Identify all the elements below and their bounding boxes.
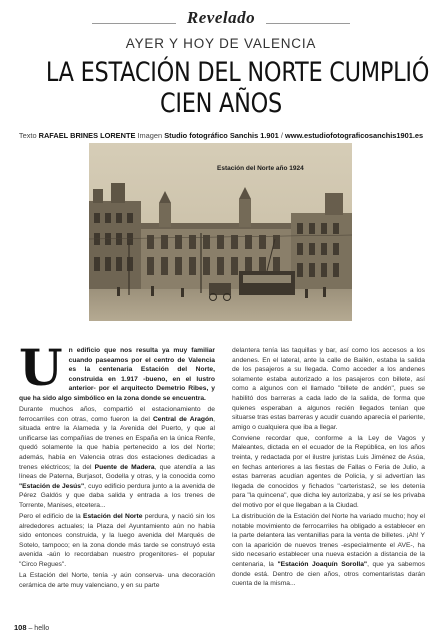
p3-text-a: Pero el edificio de la [19, 513, 81, 521]
p2-text-g: , cuyo edificio perdura junto a la avenida de Pérez Galdós y que daba salida y entrada a los trenes de Torrente, Manises, etcetera... [19, 482, 215, 509]
drop-cap: U [19, 338, 63, 397]
p2-text-a: Durante muchos años, compartió el estacionamiento de ferrocarriles con otras, como fueron la del [19, 406, 215, 423]
photo-caption: Estación del Norte año 1924 [217, 165, 304, 172]
p7-text-c: , que ya sabemos donde está. Dentro de cien años, otros comentaristas darán cuenta de la misma... [232, 561, 425, 588]
p7-highlight-sorolla: "Estación Joaquín Sorolla" [277, 561, 368, 569]
section-title: Revelado [186, 8, 256, 27]
p2-text-c: , situada entre la Alameda y la Avenida del Puerto, y que al unificarse las compañías de trenes en España en la única Renfe, quedó solamente la que había pertenecido a los del Norte; además, había en Valencia otras dos estaciones dedicadas a trenes eléctricos; la del [19, 415, 216, 471]
p2-highlight-jesus: "Estación de Jesús" [19, 482, 85, 490]
p7-text-a: La distribución de la Estación del Norte ha variado mucho; hoy el notable movimiento de ferrocarriles ha obligado a establecer en la parte delantera las ventanillas para la venta de billetes. ¡Ah! Y con la aparición de nuevos trenes -especialmente el AVE-, ha sido necesario establecer una nueva estación a distancia de la centenaria, la [232, 513, 425, 569]
byline-image-credit: Studio fotográfico Sanchis 1.901 [164, 131, 279, 140]
kicker: AYER Y HOY DE VALENCIA [125, 36, 317, 51]
p3-highlight-norte: Estación del Norte [83, 513, 143, 521]
headline-line-1: LA ESTACIÓN DEL NORTE CUMPLIÓ [45, 57, 430, 88]
intro-text: n edificio que nos resulta ya muy familiar cuando paseamos por el centro de Valencia es la centenaria Estación del Norte, construida en 1.917 -bueno, en el lustro anterior- por el arquitecto Demetrio Ribes, y que ha sido algo simbólico en la zona donde se encuentra. [19, 347, 215, 402]
page-footer [14, 623, 49, 632]
article-column-left [19, 338, 216, 592]
p3-text-c: perdura, y nació sin los alrededores actuales; la Plaza del Ayuntamiento aún no había sido entonces construida, y la luego avenida del Marqués de Sotelo, tampoco; en la zona donde más tarde se construyó esta avenida -aún lo recordaban nuestro progenitores- el popular "Circo Regues". [19, 513, 216, 569]
byline-image-label: Imagen [137, 131, 163, 140]
article-column-right [232, 346, 425, 590]
byline-separator: / [280, 131, 283, 140]
page-number: 108 [14, 623, 27, 632]
paragraph-2 [19, 405, 215, 511]
paragraph-3 [19, 512, 215, 570]
paragraph-6: Conviene recordar que, conforme a la Ley de Vagos y Maleantes, dictada en el ecuador de la República, en los años treinta, y redactada por el ilustre juristas Luis Jiménez de Asúa, en fechas anteriores a las fiestas de Fallas o Feria de Julio, a estas barreras acudían agentes de Policía, y si advertían las llegada de conocidos y fichados "carteristas2, se les detenía para "la quincena", que dicha ley autorizaba, y así se les privaba del motivo por el que llegaban a la Ciudad. [232, 434, 425, 509]
paragraph-4: La Estación del Norte, tenía -y aún conserva- una decoración cerámica de arte muy valenciano, y en su parte [19, 572, 215, 589]
byline [0, 131, 442, 140]
magazine-name: – hello [28, 625, 50, 632]
article-intro [19, 338, 215, 404]
p2-highlight-puente: Puente de Madera [94, 463, 155, 471]
p2-text-e: , que atendía a las líneas de Paterna, Burjasot, Godella y otras, y la conocida como [19, 463, 216, 481]
byline-text-label: Texto [18, 131, 37, 140]
headline [45, 57, 430, 119]
headline-line-2: CIEN AÑOS [159, 88, 283, 119]
paragraph-5: delantera tenía las taquillas y bar, así como los accesos a los andenes. En el lateral, ante la calle de Bailén, estaba la salida de los pasajeros a su llegada. Como acceder a los andenes solamente estaba autorizado a los pasajeros con billete, así como a algunos con el llamado "billete de andén", pues se habilitó dos barreras a cada lado de la salida, de forma que quienes esperaban a algunos recién llegados tenían que situarse tras estas barreras y acudir cuando aparecía el pariente, amigo o cualquiera que iba a llegar. [232, 347, 425, 431]
byline-url: www.estudiofotograficosanchis1901.es [284, 131, 424, 140]
paragraph-7 [232, 512, 425, 589]
byline-author: RAFAEL BRINES LORENTE [38, 131, 136, 140]
p2-highlight-aragon: Central de Aragón [152, 415, 214, 423]
